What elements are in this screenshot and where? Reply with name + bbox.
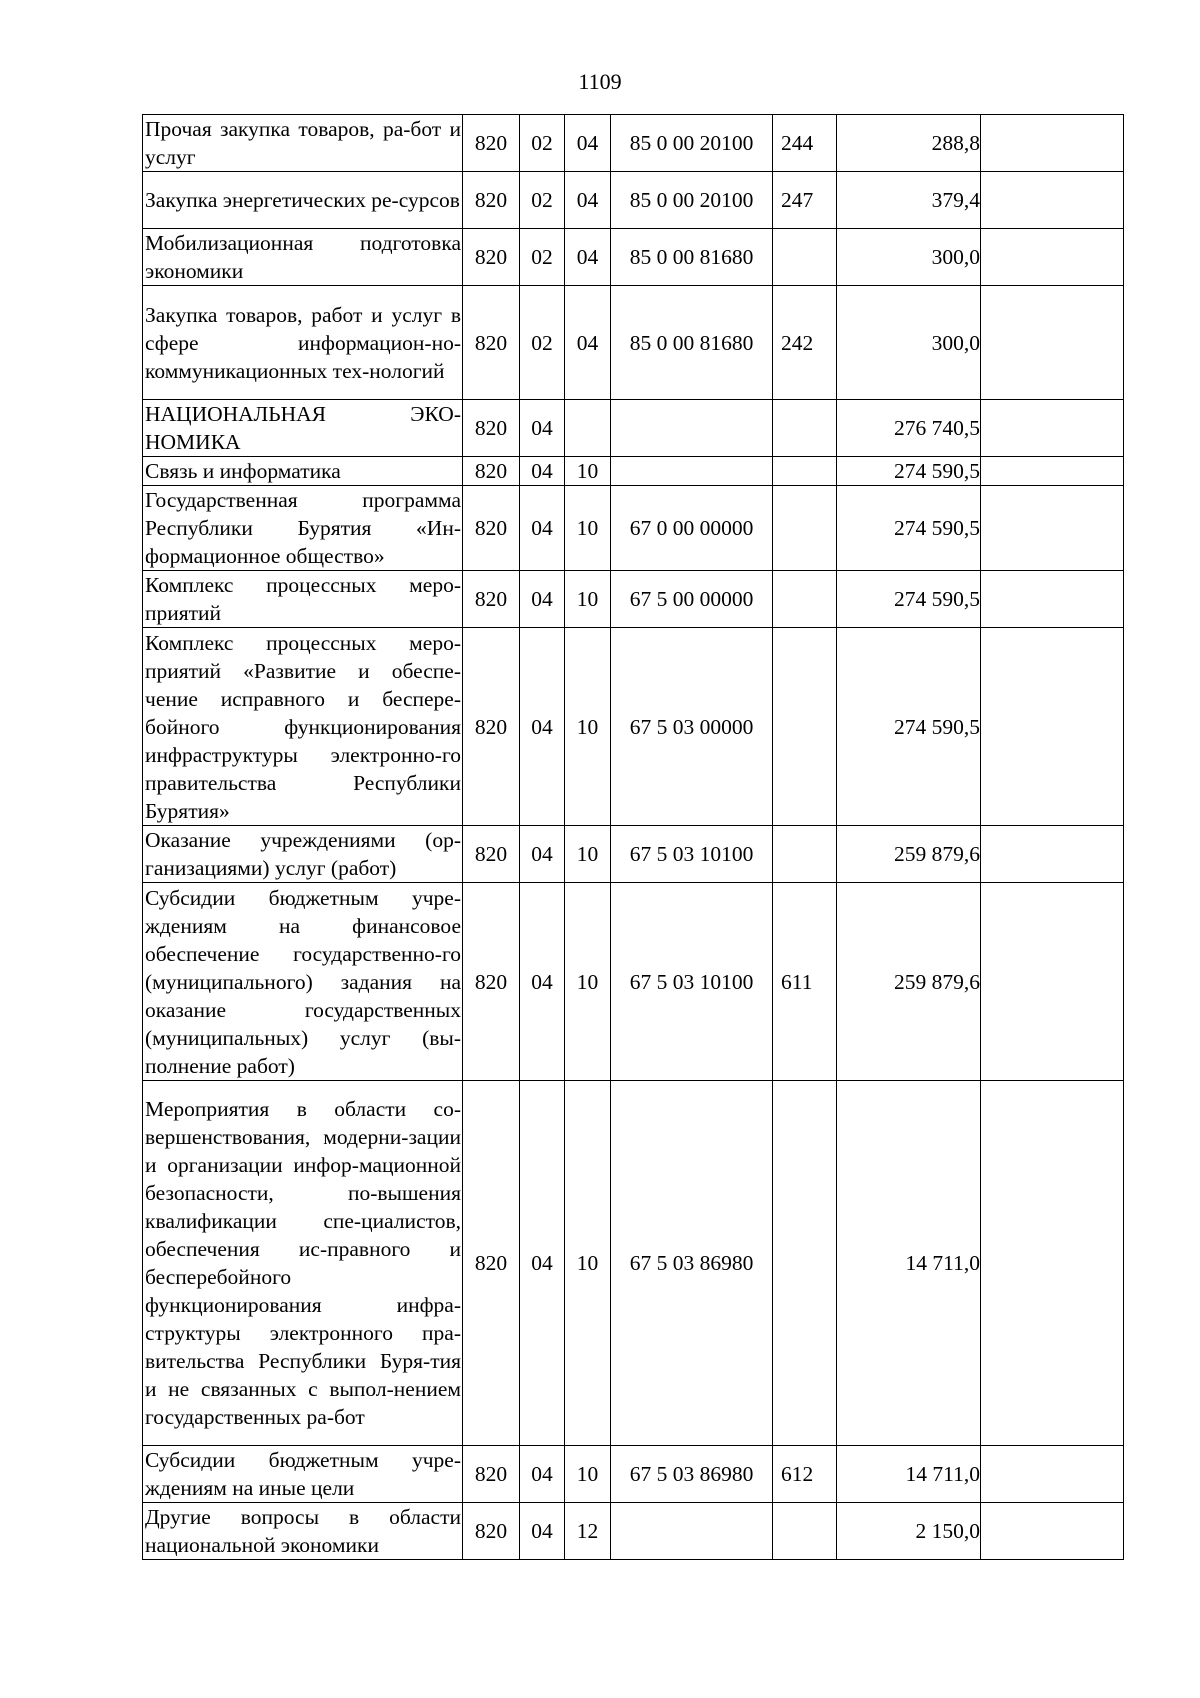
table-row [143, 286, 1124, 400]
cell-ministry-code: 820 [463, 172, 520, 229]
cell-subsection: 04 [565, 286, 611, 400]
cell-amount: 300,0 [837, 229, 981, 286]
cell-subsection: 10 [565, 486, 611, 571]
cell-expense-type [773, 486, 837, 571]
table-row [143, 400, 1124, 457]
cell-subsection: 12 [565, 1503, 611, 1560]
cell-ministry-code: 820 [463, 400, 520, 457]
table-row [143, 1446, 1124, 1503]
cell-subsection [565, 400, 611, 457]
cell-target-article [611, 457, 773, 486]
table-row [143, 571, 1124, 628]
cell-section: 04 [520, 1446, 565, 1503]
cell-expense-type: 242 [773, 286, 837, 400]
cell-section: 04 [520, 571, 565, 628]
cell-empty [981, 883, 1124, 1081]
cell-expense-type: 611 [773, 883, 837, 1081]
table-row [143, 486, 1124, 571]
cell-expense-type [773, 571, 837, 628]
cell-amount: 379,4 [837, 172, 981, 229]
cell-amount: 276 740,5 [837, 400, 981, 457]
cell-target-article: 67 0 00 00000 [611, 486, 773, 571]
table-row [143, 1503, 1124, 1560]
cell-target-article: 67 5 03 10100 [611, 826, 773, 883]
cell-target-article: 67 5 03 00000 [611, 628, 773, 826]
cell-ministry-code: 820 [463, 826, 520, 883]
cell-subsection: 04 [565, 115, 611, 172]
cell-name: Субсидии бюджетным учре-ждениям на иные цели [143, 1446, 463, 1503]
cell-ministry-code: 820 [463, 628, 520, 826]
cell-expense-type [773, 826, 837, 883]
cell-name: Закупка товаров, работ и услуг в сфере информацион-но-коммуникационных тех-нологий [143, 286, 463, 400]
cell-expense-type [773, 628, 837, 826]
cell-amount: 274 590,5 [837, 486, 981, 571]
page-number: 1109 [578, 69, 622, 94]
cell-ministry-code: 820 [463, 457, 520, 486]
cell-expense-type [773, 457, 837, 486]
cell-target-article: 85 0 00 81680 [611, 286, 773, 400]
cell-empty [981, 115, 1124, 172]
budget-table-body [143, 115, 1124, 1560]
cell-ministry-code: 820 [463, 115, 520, 172]
table-row [143, 826, 1124, 883]
table-row [143, 115, 1124, 172]
cell-target-article: 67 5 03 86980 [611, 1081, 773, 1446]
cell-name: Другие вопросы в области национальной экономики [143, 1503, 463, 1560]
table-row [143, 1081, 1124, 1446]
cell-section: 04 [520, 400, 565, 457]
cell-section: 02 [520, 115, 565, 172]
cell-name: НАЦИОНАЛЬНАЯ ЭКО-НОМИКА [143, 400, 463, 457]
cell-target-article: 85 0 00 20100 [611, 172, 773, 229]
cell-section: 04 [520, 628, 565, 826]
cell-amount: 259 879,6 [837, 883, 981, 1081]
cell-empty [981, 1081, 1124, 1446]
cell-empty [981, 1503, 1124, 1560]
cell-empty [981, 286, 1124, 400]
cell-target-article [611, 400, 773, 457]
table-row [143, 457, 1124, 486]
cell-amount: 14 711,0 [837, 1081, 981, 1446]
cell-ministry-code: 820 [463, 286, 520, 400]
cell-name: Мероприятия в области со-вершенствования, модерни-зации и организации инфор-мационной безопасности, по-вышения квалификации спе-циалистов, обеспечения ис-правного и бесперебойного функционирования инфра-структуры электронного пра-вительства Республики Буря-тия и не связанных с выпол-нением государственных ра-бот [143, 1081, 463, 1446]
cell-amount: 259 879,6 [837, 826, 981, 883]
cell-subsection: 10 [565, 1081, 611, 1446]
cell-amount: 274 590,5 [837, 628, 981, 826]
cell-amount: 300,0 [837, 286, 981, 400]
cell-target-article: 85 0 00 81680 [611, 229, 773, 286]
cell-expense-type [773, 400, 837, 457]
cell-amount: 14 711,0 [837, 1446, 981, 1503]
cell-empty [981, 400, 1124, 457]
cell-expense-type [773, 1081, 837, 1446]
cell-ministry-code: 820 [463, 229, 520, 286]
cell-target-article: 85 0 00 20100 [611, 115, 773, 172]
cell-ministry-code: 820 [463, 883, 520, 1081]
cell-section: 04 [520, 883, 565, 1081]
budget-table [142, 114, 1124, 1560]
cell-name: Субсидии бюджетным учре-ждениям на финансовое обеспечение государственно-го (муниципального) задания на оказание государственных (муниципальных) услуг (вы-полнение работ) [143, 883, 463, 1081]
cell-amount: 288,8 [837, 115, 981, 172]
table-row [143, 229, 1124, 286]
cell-ministry-code: 820 [463, 1081, 520, 1446]
cell-section: 04 [520, 1503, 565, 1560]
cell-name: Комплекс процессных меро-приятий «Развитие и обеспе-чение исправного и беспере-бойного функционирования инфраструктуры электронно-го правительства Республики Бурятия» [143, 628, 463, 826]
cell-name: Прочая закупка товаров, ра-бот и услуг [143, 115, 463, 172]
cell-subsection: 10 [565, 571, 611, 628]
table-row [143, 628, 1124, 826]
cell-subsection: 10 [565, 628, 611, 826]
cell-empty [981, 571, 1124, 628]
cell-section: 04 [520, 457, 565, 486]
cell-subsection: 10 [565, 1446, 611, 1503]
table-row [143, 883, 1124, 1081]
cell-section: 02 [520, 286, 565, 400]
cell-name: Связь и информатика [143, 457, 463, 486]
cell-amount: 2 150,0 [837, 1503, 981, 1560]
cell-ministry-code: 820 [463, 486, 520, 571]
cell-empty [981, 229, 1124, 286]
cell-name: Мобилизационная подготовка экономики [143, 229, 463, 286]
table-row [143, 172, 1124, 229]
cell-section: 04 [520, 826, 565, 883]
cell-empty [981, 1446, 1124, 1503]
cell-section: 04 [520, 486, 565, 571]
cell-expense-type [773, 229, 837, 286]
cell-subsection: 04 [565, 229, 611, 286]
cell-expense-type [773, 1503, 837, 1560]
cell-target-article: 67 5 03 10100 [611, 883, 773, 1081]
cell-subsection: 10 [565, 457, 611, 486]
cell-ministry-code: 820 [463, 1446, 520, 1503]
cell-expense-type: 247 [773, 172, 837, 229]
cell-amount: 274 590,5 [837, 457, 981, 486]
cell-subsection: 10 [565, 826, 611, 883]
cell-name: Государственная программа Республики Бурятия «Ин-формационное общество» [143, 486, 463, 571]
cell-section: 02 [520, 172, 565, 229]
cell-name: Закупка энергетических ре-сурсов [143, 172, 463, 229]
cell-target-article: 67 5 00 00000 [611, 571, 773, 628]
cell-target-article [611, 1503, 773, 1560]
cell-target-article: 67 5 03 86980 [611, 1446, 773, 1503]
cell-ministry-code: 820 [463, 1503, 520, 1560]
cell-amount: 274 590,5 [837, 571, 981, 628]
cell-name: Комплекс процессных меро-приятий [143, 571, 463, 628]
cell-empty [981, 628, 1124, 826]
cell-empty [981, 826, 1124, 883]
cell-name: Оказание учреждениями (ор-ганизациями) услуг (работ) [143, 826, 463, 883]
cell-empty [981, 172, 1124, 229]
cell-empty [981, 486, 1124, 571]
cell-empty [981, 457, 1124, 486]
cell-expense-type: 612 [773, 1446, 837, 1503]
cell-subsection: 10 [565, 883, 611, 1081]
cell-expense-type: 244 [773, 115, 837, 172]
cell-section: 04 [520, 1081, 565, 1446]
cell-section: 02 [520, 229, 565, 286]
cell-subsection: 04 [565, 172, 611, 229]
cell-ministry-code: 820 [463, 571, 520, 628]
